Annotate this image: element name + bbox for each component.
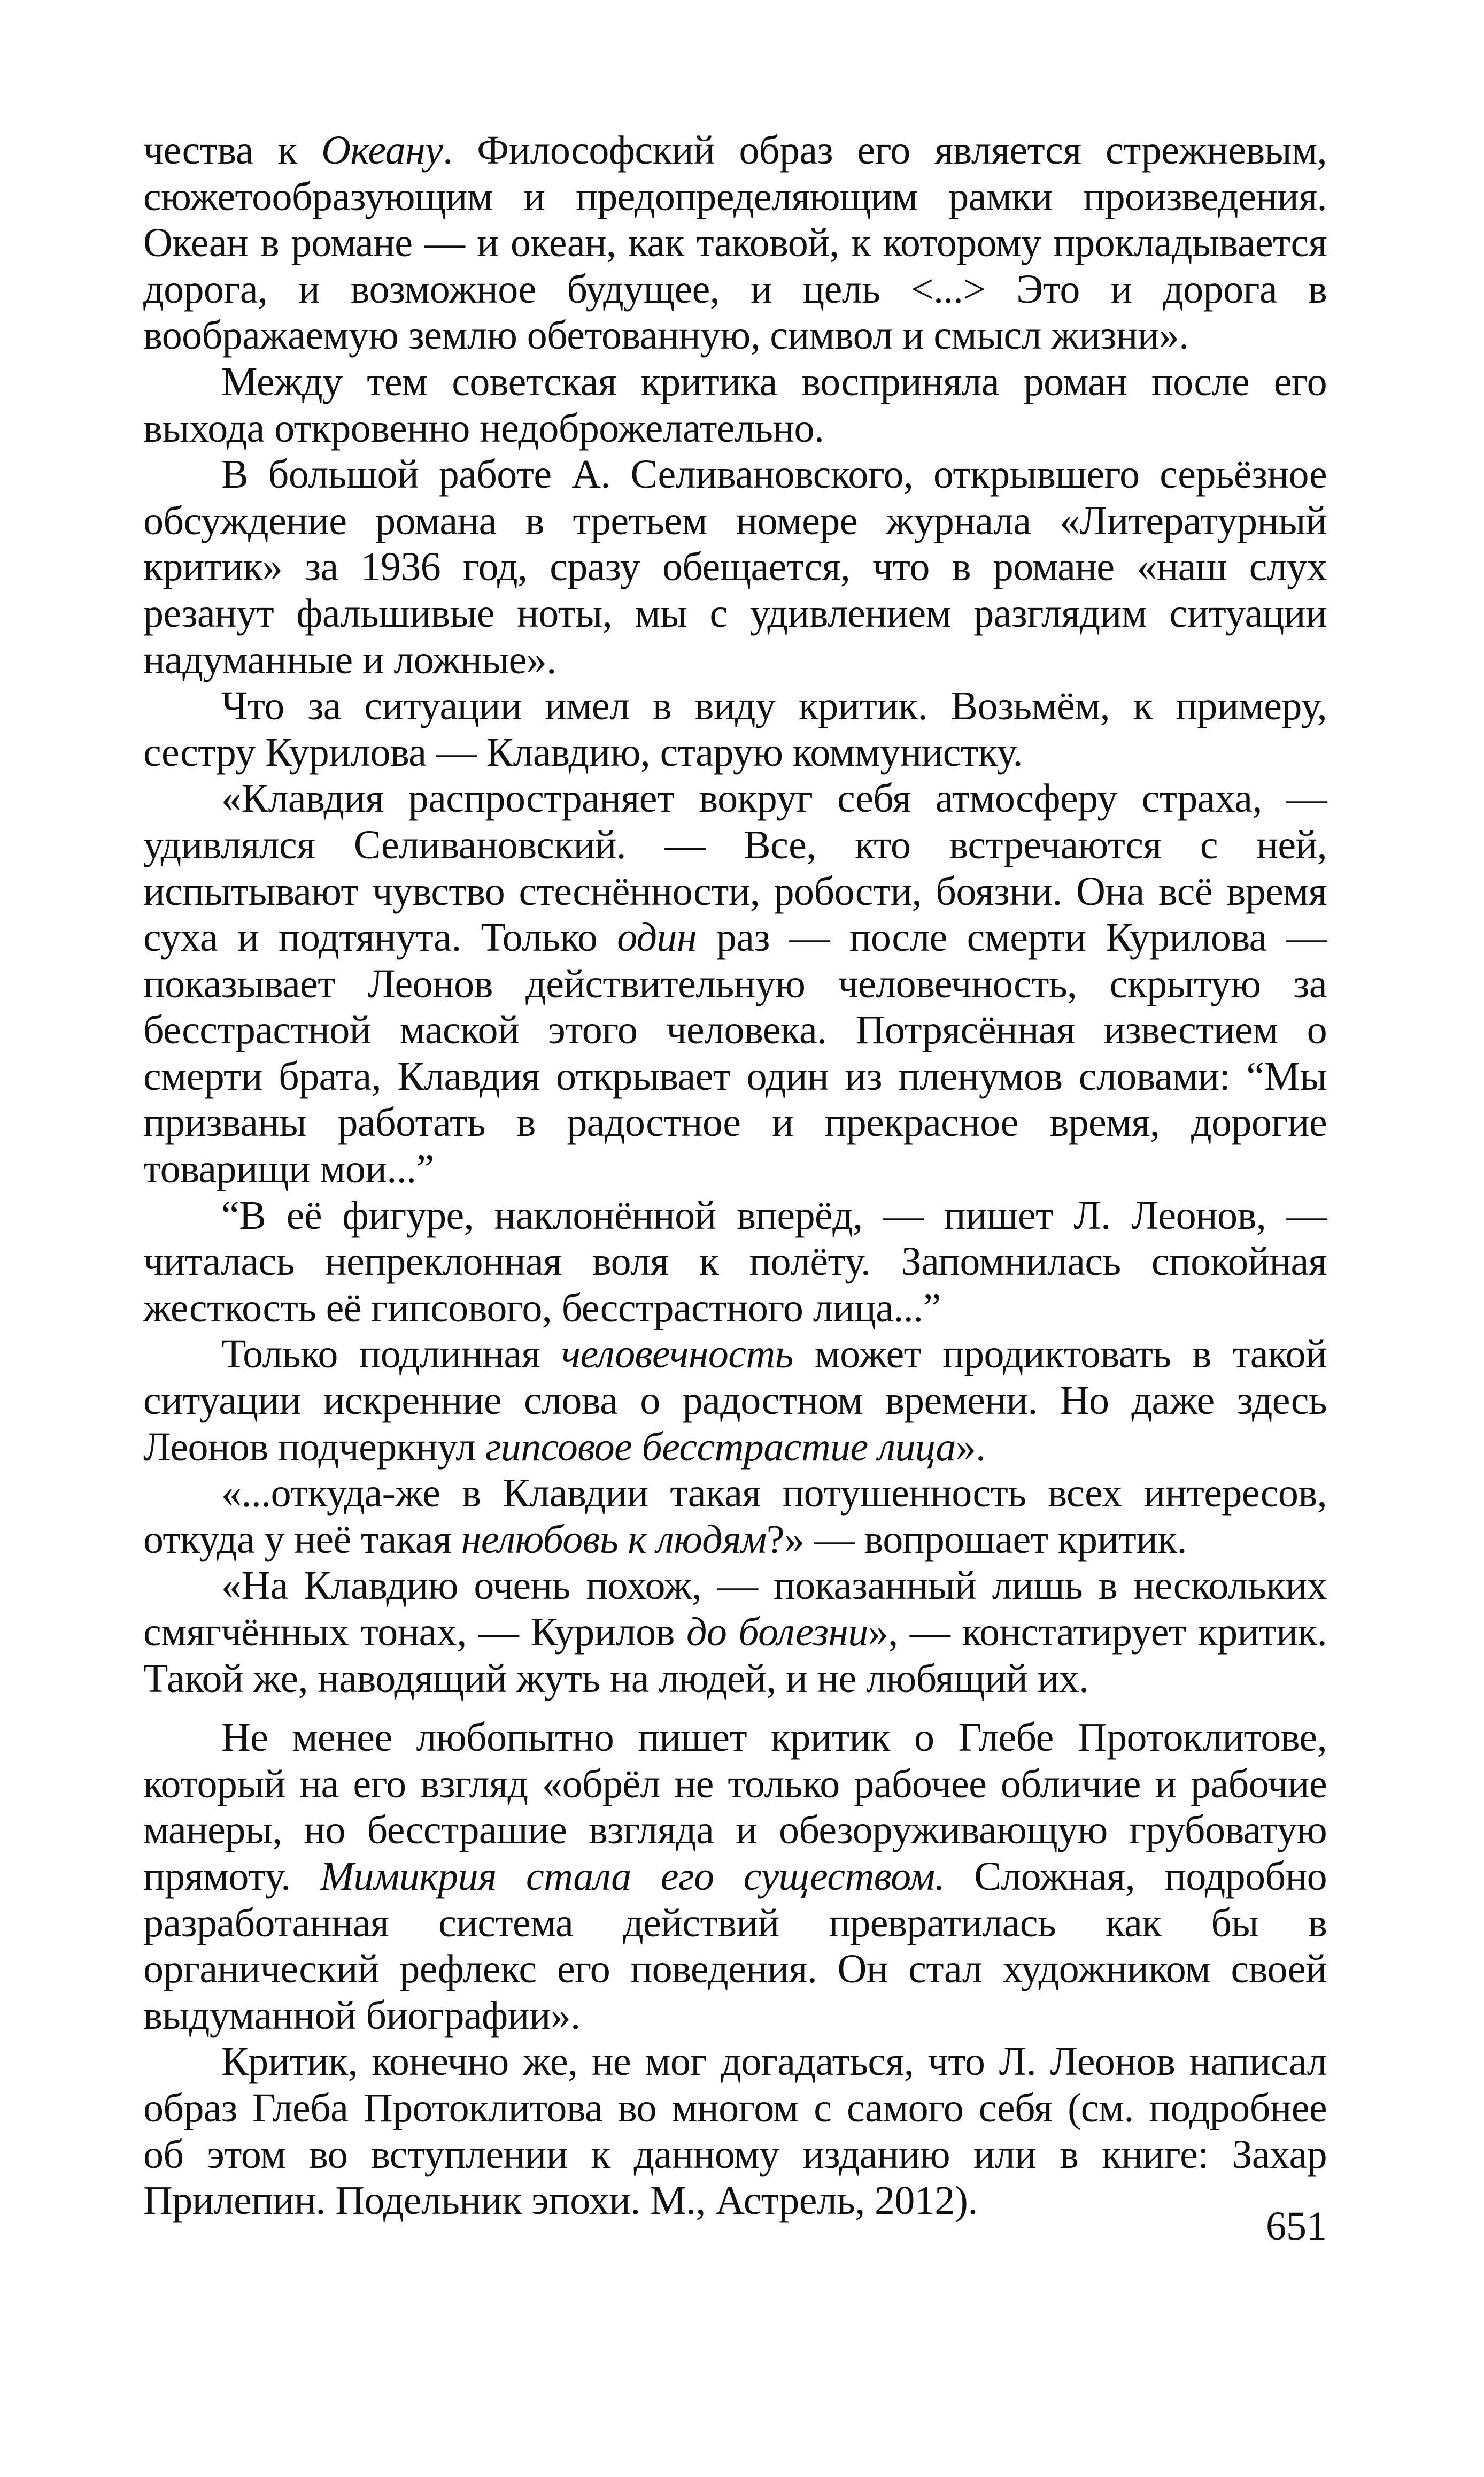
italic-run: человечность xyxy=(561,1332,793,1377)
text-run: ». xyxy=(955,1424,986,1470)
italic-run: Мимикрия стала его существом. xyxy=(320,1853,945,1899)
text-run: «Клавдия распространяет вокруг себя атмосферу страха, — удивлялся Селивановский. — Все, кто встречаются с ней, испытывают чувство стеснённости, робости, боязни. Она всё время суха и подтянута. Только xyxy=(143,776,1327,960)
paragraph xyxy=(143,127,1327,359)
paragraph xyxy=(143,451,1327,683)
paragraph xyxy=(143,2038,1327,2224)
text-run: ?» — вопрошает критик. xyxy=(766,1517,1187,1562)
text-run: Между тем советская критика восприняла роман после его выхода откровенно недоброжелательно. xyxy=(143,359,1327,451)
paragraph xyxy=(143,1331,1327,1470)
page-body-text xyxy=(143,127,1327,2224)
paragraph xyxy=(143,683,1327,775)
text-run: Не менее любопытно пишет критик о Глебе Протоклитове, который на его взгляд «обрёл не только рабочее обличие и рабочие манеры, но бесстрашие взгляда и обезоруживающую грубоватую прямоту. xyxy=(143,1715,1327,1899)
italic-run: нелюбовь к людям xyxy=(461,1517,767,1562)
text-run: «На Клавдию очень похож, — показанный лишь в нескольких смягчённых тонах, — Курилов xyxy=(143,1563,1327,1655)
text-run: », — констатирует критик. Такой же, наводящий жуть на людей, и не любящий их. xyxy=(143,1610,1327,1701)
text-run: может продиктовать в такой ситуации искренние слова о радостном времени. Но даже здесь Леонов подчеркнул xyxy=(143,1332,1327,1470)
italic-run: один xyxy=(617,915,697,960)
text-run: раз — после смерти Курилова — показывает Леонов действительную человечность, скрытую за бесстрастной маской этого человека. Потрясённая известием о смерти брата, Клавдия открывает один из пленумов словами: “Мы призваны работать в радостное и прекрасное время, дорогие товарищи мои...” xyxy=(143,915,1327,1192)
text-run: Что за ситуации имел в виду критик. Возьмём, к примеру, сестру Курилова — Клавдию, старую коммунистку. xyxy=(143,683,1327,775)
text-run: “В её фигуре, наклонённой вперёд, — пишет Л. Леонов, — читалась непреклонная воля к полёту. Запомнилась спокойная жесткость её гипсового, бесстрастного лица...” xyxy=(143,1193,1327,1330)
text-run: чества к xyxy=(143,128,322,173)
text-run: «...откуда-же в Клавдии такая потушенность всех интересов, откуда у неё такая xyxy=(143,1471,1327,1562)
paragraph xyxy=(143,1714,1327,2038)
paragraph xyxy=(143,359,1327,451)
text-run: Сложная, подробно разработанная система действий превратилась как бы в органический рефлекс его поведения. Он стал художником своей выдуманной биографии». xyxy=(143,1853,1327,2038)
paragraph xyxy=(143,775,1327,1192)
text-run: Критик, конечно же, не мог догадаться, что Л. Леонов написал образ Глеба Протоклитова во многом с самого себя (см. подробнее об этом во вступлении к данному изданию или в книге: Захар Прилепин. Подельник эпохи. М., Астрель, 2012). xyxy=(143,2039,1327,2224)
italic-run: гипсовое бесстрастие лица xyxy=(485,1424,956,1470)
text-run: В большой работе А. Селивановского, открывшего серьёзное обсуждение романа в третьем номере журнала «Литературный критик» за 1936 год, сразу обещается, что в романе «наш слух резанут фальшивые ноты, мы с удивлением разглядим ситуации надуманные и ложные». xyxy=(143,452,1327,682)
paragraph xyxy=(143,1193,1327,1332)
text-run: . Философский образ его является стрежневым, сюжетообразующим и предопределяющим рамки произведения. Океан в романе — и океан, как таковой, к которому прокладывается дорога, и возможное будущее, и цель <...> Это и дорога в воображаемую землю обетованную, символ и смысл жизни». xyxy=(143,128,1327,358)
paragraph xyxy=(143,1470,1327,1563)
text-run: Только подлинная xyxy=(221,1332,561,1377)
italic-run: до болезни xyxy=(686,1610,868,1655)
italic-run: Океану xyxy=(321,128,443,173)
page-number: 651 xyxy=(1266,2204,1327,2249)
paragraph xyxy=(143,1563,1327,1702)
